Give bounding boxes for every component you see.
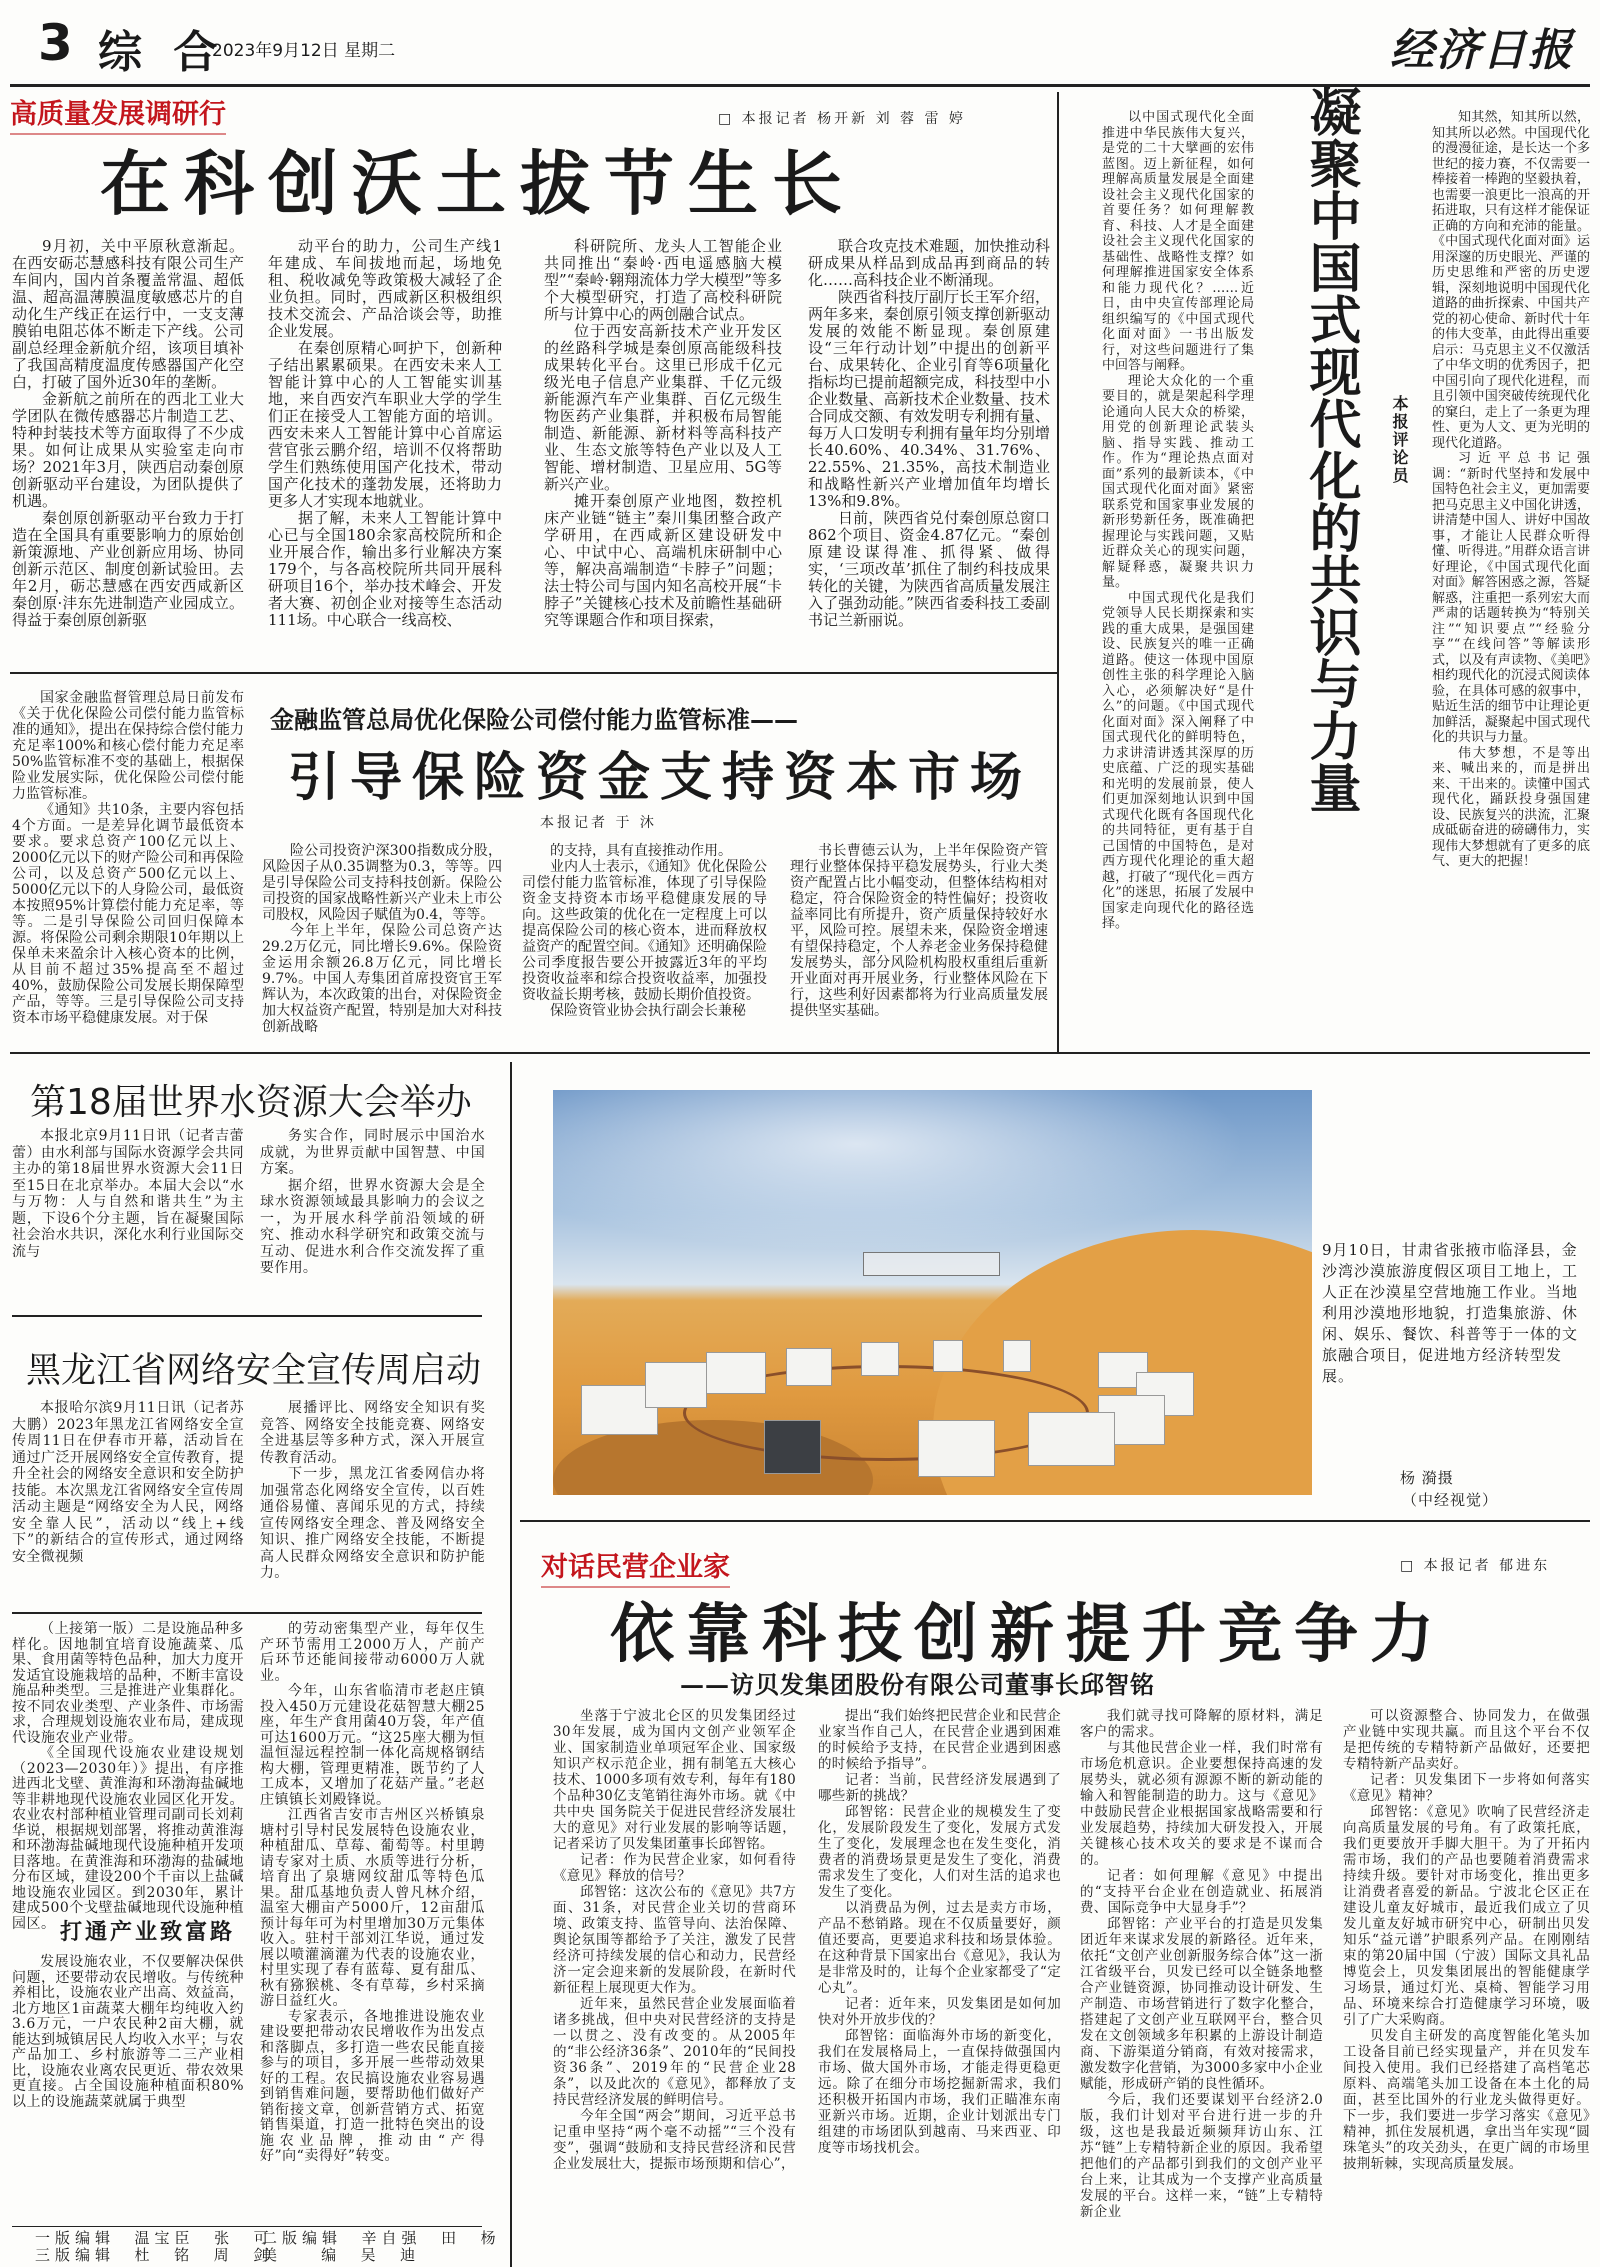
commentary-title: 凝聚中国式现代化的共识与力量 xyxy=(1300,85,1360,813)
paragraph: 在秦创原精心呵护下，创新种子结出累累硕果。在西安未来人工智能计算中心的人工智能实训基地，来自西安汽车职业大学的学生们正在接受人工智能方面的培训。西安未来人工智能计算中心首席运营官张云鹏介绍，培训不仅将帮助学生们熟练使用国产化技术，带动国产化技术的蓬勃发展，还将助力更多人才实现本地就业。 xyxy=(268,339,502,510)
paragraph: 中国式现代化是我们党领导人民长期探索和实践的重大成果，是强国建设、民族复兴的唯一正确道路。使这一体现中国原创性主张的科学理论入脑入心，必须解决好“是什么”的问题。《中国式现代化面对面》深入阐释了中国式现代化的鲜明特色，力求讲清讲透其深厚的历史底蕴、广泛的现实基础和光明的发展前景，使人们更加深刻地认识到中国式现代化既有各国现代化的共同特征，更有基于自己国情的中国特色，是对西方现代化理论的重大超越，打破了“现代化＝西方化”的迷思，拓展了发展中国家走向现代化的路径选择。 xyxy=(1102,590,1254,931)
section-kicker: 对话民营企业家 xyxy=(541,1545,730,1588)
editor-line: 一版编辑 温宝臣 张 可 xyxy=(35,2229,274,2247)
article-subhead: 打通产业致富路 xyxy=(60,1919,236,1945)
paragraph: 习近平总书记强调：“新时代坚持和发展中国特色社会主义，更加需要把马克思主义中国化讲透，讲清楚中国人、讲好中国故事，才能让人民群众听得懂、听得进。”用群众语言讲好理论，《中国式现代化面对面》解答困惑之源，答疑解惑，注重把一系列宏大而严肃的话题转换为“特别关注”“知识要点”“经验分享”“在线问答”等解读形式，以及有声读物、《美吧》相约现代化的沉浸式阅读体验，在具体可感的叙事中，贴近生活的细节中让理论更加鲜活，凝聚起中国式现代化的共识与力量。 xyxy=(1432,451,1590,745)
masthead-logo: 经济日报 xyxy=(1390,25,1574,76)
photo-caption: 9月10日，甘肃省张掖市临泽县，金沙湾沙漠旅游度假区项目工地上，工人正在沙漠星空营地施工作业。当地利用沙漠地形地貌，打造集旅游、休闲、娱乐、餐饮、科普等于一体的文旅融合项目，促进地方经济转型发展。 xyxy=(1322,1241,1579,1385)
section-kicker: 高质量发展调研行 xyxy=(10,92,226,135)
paragraph: 科研院所、龙头人工智能企业共同推出“秦岭·西电遥感脑大模型”“秦岭·翱翔流体力学大模型”等多个大模型研究，打造了高校科研院所与计算中心的两创融合试点。 xyxy=(544,237,782,323)
paragraph: 的劳动密集型产业，每年仅生产环节需用工2000万人，产前产后环节还能间接带动6000万人就业。 xyxy=(260,1621,485,1684)
paragraph: 《全国现代设施农业建设规划（2023—2030年）》提出，有序推进西北戈壁、黄淮海和环渤海盐碱地等非耕地现代设施农业园区化开发。农业农村部种植业管理司副司长刘莉华说，根据规划部署，将推动黄淮海和环渤海盐碱地现代设施种植开发项目落地。在黄淮海和环渤海的盐碱地分布区域，建设200个千亩以上盐碱地设施农业园区。到2030年，累计建成500个戈壁盐碱地现代设施种植园区。 xyxy=(12,1745,244,1932)
article-column xyxy=(268,238,502,629)
paragraph: 以中国式现代化全面推进中华民族伟大复兴，是党的二十大擘画的宏伟蓝图。迈上新征程，如何理解高质量发展是全面建设社会主义现代化国家的首要任务？如何理解教育、科技、人才是全面建设社会主义现代化国家的基础性、战略性支撑？如何理解推进国家安全体系和能力现代化？……近日，由中央宣传部理论局组织编写的《中国式现代化面对面》一书出版发行，对这些问题进行了集中回答与阐释。 xyxy=(1102,110,1254,373)
column-divider xyxy=(1057,92,1059,1052)
paragraph: 日前，陕西省兑付秦创原总窗口862个项目、资金4.87亿元。“秦创原建设谋得准、抓得紧、做得实，‘三项改革’抓住了制约科技成果转化的关键，为陕西省高质量发展注入了强劲动能。”陕西省委科技工委副书记兰新丽说。 xyxy=(808,509,1050,629)
headline: 在科创沃土拔节生长 xyxy=(100,143,856,225)
article-column xyxy=(260,1400,485,1582)
issue-date: 2023年9月12日 星期二 xyxy=(212,41,396,61)
paragraph: 展播评比、网络安全知识有奖竞答、网络安全技能竞赛、网络安全进基层等多种方式，深入开展宣传教育活动。 xyxy=(260,1400,485,1466)
paragraph: 邱智铭：面临海外市场的新变化，我们在发展格局上，一直保持做强国内市场、做大国外市场，才能走得更稳更远。除了在细分市场挖掘新需求，我们还积极开拓国内市场，我们正瞄准东南亚新兴市场。近期，企业计划派出专门组建的市场团队到越南、马来西亚、印度等市场找机会。 xyxy=(818,2028,1061,2156)
article-column xyxy=(260,1622,485,2165)
paragraph: 9月初，关中平原秋意渐起。在西安砺芯慧感科技有限公司生产车间内，国内首条覆盖常温、超低温、超高温薄膜温度敏感芯片的自动化生产线正在运行中，一支支薄膜铂电阻芯体不断走下产线。公司副总经理金新航介绍，该项目填补了我国高精度温度传感器国产化空白，打破了国外近30年的垄断。 xyxy=(12,237,244,391)
article-byline: □ 本报记者 郁进东 xyxy=(1400,1558,1551,1574)
paragraph: （上接第一版）二是设施品种多样化。因地制宜培育设施蔬菜、瓜果、食用菌等特色品种，加大力度开发适宜设施栽培的品种，不断丰富设施品种类型。三是推进产业集群化。按不同农业类型、产业条件、市场需求，合理规划设施农业布局，建成现代设施农业产业带。 xyxy=(12,1621,244,1746)
paragraph: 可以资源整合、协同发力，在做强产业链中实现共赢。而且这个平台不仅是把传统的专精特新产品做好，还要把专精特新产品卖好。 xyxy=(1343,1708,1590,1772)
article-column xyxy=(12,1400,244,1565)
headline: 依靠科技创新提升竞争力 xyxy=(610,1598,1446,1672)
editors-rule xyxy=(12,2226,482,2227)
section-rule xyxy=(520,1520,1590,1522)
paragraph: 以消费品为例，过去是卖方市场，产品不愁销路。现在不仅质量要好，颜值还要高，更要追求科技和场景体验。在这种背景下国家出台《意见》，我认为是非常及时的，让每个企业家都受了“定心丸”。 xyxy=(818,1900,1061,1996)
paragraph: 发展设施农业，不仅要解决保供问题，还要带动农民增收。与传统种养相比，设施农业产出高、效益高，北方地区1亩蔬菜大棚年均纯收入约3.6万元，一户农民种2亩大棚，就能达到城镇居民人均收入水平；与农产品加工、乡村旅游等二三产业相比，设施农业离农民更近、带农效果更直接。占全国设施种植面积80%以上的设施蔬菜就属于典型 xyxy=(12,1954,244,2110)
paragraph: 国家金融监督管理总局日前发布《关于优化保险公司偿付能力监管标准的通知》，提出在保持综合偿付能力充足率100%和核心偿付能力充足率50%监管标准不变的基础上，根据保险业发展实际，优化保险公司偿付能力监管标准。 xyxy=(12,690,244,802)
column-divider xyxy=(510,1062,512,2267)
paragraph: 提出“我们始终把民营企业和民营企业家当作自己人，在民营企业遇到困难的时候给予支持，在民营企业遇到困惑的时候给予指导”。 xyxy=(818,1708,1061,1772)
paragraph: 邱智铭：《意见》吹响了民营经济走向高质量发展的号角。有了政策托底，我们更要放开手脚大胆干。为了开拓内需市场，我们的产品也要随着消费需求持续升级。要针对市场变化，推出更多让消费者喜爱的新品。宁波北仑区正在建设儿童友好城市，最近我们成立了贝发儿童友好城市研究中心，研制出贝发知乐“益元谱”护眼系列产品。在刚刚结束的第20届中国（宁波）国际文具礼品博览会上，贝发集团展出的智能健康学习场景，通过灯光、桌椅、智能学习用品、环境来综合打造健康学习环境，吸引了广大采购商。 xyxy=(1343,1804,1590,2028)
paragraph: 坐落于宁波北仑区的贝发集团经过30年发展，成为国内文创产业领军企业、国家制造业单项冠军企业、国家级知识产权示范企业，拥有制笔五大核心技术、1000多项有效专利，每年有180个品种30亿支笔销往海外市场。就《中共中央 国务院关于促进民营经济发展壮大的意见》对行业发展的影响等话题，记者采访了贝发集团董事长邱智铭。 xyxy=(553,1708,796,1852)
desert-camp-photo xyxy=(553,1090,1312,1495)
paragraph: 我们就寻找可降解的原材料，满足客户的需求。 xyxy=(1080,1708,1323,1740)
editor-line: 美 编 吴 迪 xyxy=(262,2246,421,2264)
paragraph: 记者：作为民营企业家，如何看待《意见》释放的信号？ xyxy=(553,1852,796,1884)
photo-source: （中经视觉） xyxy=(1402,1491,1499,1509)
commentary-column xyxy=(1432,110,1590,870)
paragraph: 业内人士表示，《通知》优化保险公司偿付能力监管标准，体现了引导保险资金支持资本市场平稳健康发展的导向。这些政策的优化在一定程度上可以提高保险公司的核心资本，进而释放权益资产的配置空间。《通知》还明确保险公司季度报告要公开披露近3年的平均投资收益率和综合投资收益率，加强投资收益长期考核，鼓励长期价值投资。 xyxy=(522,859,767,1003)
paragraph: 本报哈尔滨9月11日讯（记者苏大鹏）2023年黑龙江省网络安全宣传周11日在伊春市开幕，活动旨在通过广泛开展网络安全宣传教育，提升全社会的网络安全意识和安全防护技能。本次黑龙江省网络安全宣传周活动主题是“网络安全为人民，网络安全靠人民”，活动以“线上+线下”的新结合的宣传形式，通过网络安全微视频 xyxy=(12,1400,244,1565)
paragraph: 书长曹德云认为，上半年保险资产管理行业整体保持平稳发展势头，行业大类资产配置占比小幅变动，但整体结构相对稳定，符合保险资金的特性偏好；投资收益率同比有所提升，资产质量保持较好水平，风险可控。展望未来，保险资金增速有望保持稳定，个人养老金业务保持稳健发展势头，部分风险机构股权重组后重新开业面对再开展业务，行业整体风险在下行，这些利好因素都将为行业高质量发展提供坚实基础。 xyxy=(790,843,1048,1019)
paragraph: 务实合作，同时展示中国治水成就，为世界贡献中国智慧、中国方案。 xyxy=(260,1128,485,1177)
paragraph: 今年，山东省临清市老赵庄镇投入450万元建设花菇智慧大棚25座，年生产食用菌40万袋，年产值可达1600万元。“这25座大棚为恒温恒湿远程控制一体化高规格钢结构大棚，管理更精准，既节约了人工成本，又增加了花菇产量。”老赵庄镇镇长刘殿锋说。 xyxy=(260,1683,485,1808)
article-column xyxy=(790,843,1048,1019)
editors-credit xyxy=(35,2230,274,2264)
paragraph: 江西省吉安市吉州区兴桥镇泉塘村引导村民发展特色设施农业，种植甜瓜、草莓、葡萄等。村里聘请专家对土质、水质等进行分析，培育出了泉塘网纹甜瓜等特色瓜果。甜瓜基地负责人曾凡林介绍，温室大棚亩产5000斤，12亩甜瓜预计每年可为村里增加30万元集体收入。驻村干部刘江华说，通过发展以喷灌滴灌为代表的设施农业，村里实现了春有蓝莓、夏有甜瓜、秋有猕猴桃、冬有草莓，乡村采摘游日益红火。 xyxy=(260,1807,485,2009)
paragraph: 今后，我们还要谋划平台经济2.0版，我们计划对平台进行进一步的升级，这也是我最近频频拜访山东、江苏“链”上专精特新企业的原因。我希望把他们的产品都引到我们的文创产业平台上来，让其成为一个支撑产业高质量发展的平台。这样一来，“链”上专精特新企业 xyxy=(1080,2092,1323,2220)
paragraph: 记者：贝发集团下一步将如何落实《意见》精神？ xyxy=(1343,1772,1590,1804)
section-rule xyxy=(12,1612,482,1614)
paragraph: 动平台的助力，公司生产线1年建成、车间拔地而起，场地免租、税收减免等政策极大减轻了企业负担。同时，西咸新区积极组织技术交流会、产品洽谈会等，助推企业发展。 xyxy=(268,237,502,340)
commentary-column xyxy=(1102,110,1254,932)
paragraph: 本报北京9月11日讯（记者吉蕾蕾）由水利部与国际水资源学会共同主办的第18届世界水资源大会11日至15日在北京举办。本届大会以“水与万物：人与自然和谐共生”为主题，下设6个分主题，旨在凝聚国际社会治水共识，深化水利行业国际交流与 xyxy=(12,1128,244,1260)
paragraph: 邱智铭：民营企业的规模发生了变化，发展阶段发生了变化，发展方式发生了变化，发展理念也在发生变化，消费者的消费场景更是发生了变化，消费需求发生了变化，人们对生活的追求也发生了变化。 xyxy=(818,1804,1061,1900)
section-name: 综 合 xyxy=(98,27,226,78)
article-byline: 本报记者 于 沐 xyxy=(540,815,657,831)
section-rule xyxy=(10,672,1057,674)
paragraph: 近年来，虽然民营企业发展面临着诸多挑战，但中央对民营经济的支持是一以贯之、没有改变的。从2005年的“非公经济36条”、2010年的“民间投资36条”、2019年的“民营企业28条”，以及此次的《意见》，都释放了支持民营经济发展的鲜明信号。 xyxy=(553,1996,796,2108)
article-column xyxy=(12,1128,244,1260)
editors-credit xyxy=(262,2230,501,2264)
article-column xyxy=(12,690,244,1026)
section-rule xyxy=(10,1052,1590,1054)
section-rule xyxy=(12,1315,482,1317)
photo-credit: 杨 漪摄 xyxy=(1400,1469,1454,1487)
article-column xyxy=(262,843,502,1035)
paragraph: 金新航之前所在的西北工业大学团队在微传感器芯片制造工艺、特种封装技术等方面取得了不少成果。如何让成果从实验室走向市场？2021年3月，陕西启动秦创原创新驱动平台建设，为团队提供了机遇。 xyxy=(12,390,244,510)
headline: 黑龙江省网络安全宣传周启动 xyxy=(26,1351,482,1391)
paragraph: 据介绍，世界水资源大会是全球水资源领域最具影响力的会议之一，为开展水科学前沿领域的研究、推动水科学研究和政策交流与互动、促进水利合作交流发挥了重要作用。 xyxy=(260,1177,485,1276)
article-column xyxy=(522,843,767,1019)
paragraph: 贝发自主研发的高度智能化笔头加工设备目前已经实现量产，并在贝发车间投入使用。我们已经搭建了高档笔芯原料、高端笔头加工设备在本土化的局面，甚至比国外的行业龙头做得更好。下一步，我们要进一步学习落实《意见》精神，抓住发展机遇，拿出当年实现“圆珠笔头”的攻关劲头，在更广阔的市场里披荆斩棘，实现高质量发展。 xyxy=(1343,2028,1590,2172)
editor-line: 三版编辑 杜 铭 周 剑 xyxy=(35,2246,274,2264)
paragraph: 知其然，知其所以然，知其所以必然。中国现代化的漫漫征途，是长达一个多世纪的接力赛，不仅需要一棒接着一棒跑的坚毅执着，也需要一浪更比一浪高的开拓进取，只有这样才能保证正确的方向和充沛的能量。《中国式现代化面对面》运用深邃的历史眼光、严谨的历史思维和严密的历史逻辑，深刻地说明中国现代化道路的曲折探索、中国共产党的初心使命、新时代十年的伟大变革，由此得出重要启示：马克思主义不仅激活了中华文明的优秀因子，把中国引向了现代化进程，而且引领中国突破传统现代化的窠臼，走上了一条更为理性、更为人文、更为光明的现代化道路。 xyxy=(1432,110,1590,451)
paragraph: 记者：当前，民营经济发展遇到了哪些新的挑战？ xyxy=(818,1772,1061,1804)
article-column xyxy=(1080,1708,1323,2220)
paragraph: 保险资管业协会执行副会长兼秘 xyxy=(550,1003,746,1019)
paragraph: 联合攻克技术难题，加快推动科研成果从样品到成品再到商品的转化……高科技企业不断涌现。 xyxy=(808,237,1050,289)
article-column xyxy=(553,1708,796,2172)
article-column xyxy=(818,1708,1061,2156)
article-column xyxy=(808,238,1050,629)
article-column xyxy=(12,1955,244,2110)
article-byline: □ 本报记者 杨开新 刘 蓉 雷 婷 xyxy=(718,111,966,127)
headline: 第18届世界水资源大会举办 xyxy=(30,1082,472,1123)
paragraph: 记者：近年来，贝发集团是如何加快对外开放步伐的？ xyxy=(818,1996,1061,2028)
article-subtitle: ——访贝发集团股份有限公司董事长邱智铭 xyxy=(680,1670,1155,1699)
headline-kicker: 金融监管总局优化保险公司偿付能力监管标准—— xyxy=(270,706,798,734)
paragraph: 据了解，未来人工智能计算中心已与全国180余家高校院所和企业开展合作，输出多行业解决方案179个，与各高校院所共同开展科研项目16个，举办技术峰会、开发者大赛、初创企业对接等生态活动111场。中心联合一线高校、 xyxy=(268,509,502,629)
paragraph: 今年全国“两会”期间，习近平总书记重申坚持“两个毫不动摇”“三个没有变”，强调“鼓励和支持民营经济和民营企业发展壮大，提振市场预期和信心”， xyxy=(553,2108,796,2172)
paragraph: 下一步，黑龙江省委网信办将加强常态化网络安全宣传，以百姓通俗易懂、喜闻乐见的方式，持续宣传网络安全理念、普及网络安全知识、推广网络安全技能，不断提高人民群众网络安全意识和防护能力。 xyxy=(260,1466,485,1581)
page-number: 3 xyxy=(38,14,73,72)
paragraph: 《通知》共10条，主要内容包括4个方面。一是差异化调节最低资本要求。要求总资产100亿元以上、2000亿元以下的财产险公司和再保险公司，以及总资产500亿元以上、5000亿元以下的人身险公司，最低资本按照95%计算偿付能力充足率，等等。二是引导保险公司回归保障本源。将保险公司剩余期限10年期以上保单未来盈余计入核心资本的比例，从目前不超过35%提高至不超过40%，鼓励保险公司发展长期保障型产品，等等。三是引导保险公司支持资本市场平稳健康发展。对于保 xyxy=(12,802,244,1026)
paragraph: 记者：如何理解《意见》中提出的“支持平台企业在创造就业、拓展消费、国际竞争中大显身手”？ xyxy=(1080,1868,1323,1916)
paragraph: 专家表示，各地推进设施农业建设要把带动农民增收作为出发点和落脚点，多打造一些农民能直接参与的项目，多开展一些带动效果好的工程。农民搞设施农业容易遇到销售难问题，要帮助他们做好产销衔接文章，创新营销方式、拓宽销售渠道，打造一批特色突出的设施农业品牌，推动由“产得好”向“卖得好”转变。 xyxy=(260,2008,485,2164)
paragraph: 邱智铭：这次公布的《意见》共7方面、31条，对民营企业关切的营商环境、政策支持、监管导向、法治保障、舆论氛围等都给予了关注，激发了民营经济可持续发展的信心和动力，民营经济一定会迎来新的发展阶段，在新时代新征程上展现更大作为。 xyxy=(553,1884,796,1996)
paragraph: 与其他民营企业一样，我们时常有市场危机意识。企业要想保持高速的发展势头，就必须有源源不断的新动能的输入和智能制造的助力。这与《意见》中鼓励民营企业根据国家战略需要和行业发展趋势，持续加大研发投入，开展关键核心技术攻关的要求是不谋而合的。 xyxy=(1080,1740,1323,1868)
paragraph: 理论大众化的一个重要目的，就是架起科学理论通向人民大众的桥梁，用党的创新理论武装头脑、指导实践、推动工作。作为“理论热点面对面”系列的最新读本，《中国式现代化面对面》紧密联系党和国家事业发展的新形势新任务，既准确把握理论与实践问题，又贴近群众关心的现实问题，解疑释惑，凝聚共识力量。 xyxy=(1102,373,1254,590)
paragraph: 今年上半年，保险公司总资产达29.2万亿元，同比增长9.6%。保险资金运用余额26.8万亿元，同比增长9.7%。中国人寿集团首席投资官王军辉认为，本次政策的出台，对保险资金加大权益资产配置，特别是加大对科技创新战略 xyxy=(262,923,502,1035)
commentary-byline: 本报评论员 xyxy=(1390,395,1409,485)
paragraph: 位于西安高新技术产业开发区的丝路科学城是秦创原高能级科技成果转化平台。这里已形成千亿元级光电子信息产业集群、千亿元级新能源汽车产业集群、百亿元级生物医药产业集群，并积极布局智能制造、新能源、新材料等高科技产业、生态文旅等特色产业以及人工智能、增材制造、卫星应用、5G等新兴产业。 xyxy=(544,322,782,493)
paragraph: 的支持，具有直接推动作用。 xyxy=(550,843,732,859)
headline: 引导保险资金支持资本市场 xyxy=(288,747,1033,808)
paragraph: 秦创原创新驱动平台致力于打造在全国具有重要影响力的原始创新策源地、产业创新应用场、协同创新示范区、制度创新试验田。去年2月，砺芯慧感在西安西咸新区秦创原·沣东先进制造产业园成立。得益于秦创原创新驱 xyxy=(12,509,244,629)
article-column xyxy=(1343,1708,1590,2172)
article-column xyxy=(12,1622,244,1932)
article-column xyxy=(12,238,244,629)
article-column xyxy=(544,238,782,629)
paragraph: 险公司投资沪深300指数成分股，风险因子从0.35调整为0.3，等等。四是引导保险公司支持科技创新。保险公司投资的国家战略性新兴产业未上市公司股权，风险因子赋值为0.4，等等。 xyxy=(262,843,502,923)
editor-line: 二版编辑 辛自强 田 杨 xyxy=(262,2229,501,2247)
paragraph: 伟大梦想，不是等出来、喊出来的，而是拼出来、干出来的。读懂中国式现代化，踊跃投身强国建设、民族复兴的洪流，汇聚成砥砺奋进的磅礴伟力，实现伟大梦想就有了更多的底气、更大的把握！ xyxy=(1432,745,1590,869)
paragraph: 陕西省科技厅副厅长王军介绍，两年多来，秦创原引领支撑创新驱动发展的效能不断显现。秦创原建设“三年行动计划”中提出的创新平台、成果转化、企业引育等6项量化指标均已提前超额完成，科技型中小企业数量、高新技术企业数量、技术合同成交额、有效发明专利拥有量、每万人口发明专利拥有量年均分别增长40.60%、40.34%、31.76%、22.55%、21.35%，高技术制造业和战略性新兴产业增加值年均增长13%和9.8%。 xyxy=(808,288,1050,510)
paragraph: 摊开秦创原产业地图，数控机床产业链“链主”秦川集团整合政产学研用，在西咸新区建设研发中心、中试中心、高端机床研制中心等，解决高端制造“卡脖子”问题；法士特公司与国内知名高校开展“卡脖子”关键核心技术及前瞻性基础研究等课题合作和项目探索， xyxy=(544,492,782,629)
paragraph: 邱智铭：产业平台的打造是贝发集团近年来谋求发展的新路径。近年来，依托“文创产业创新服务综合体”这一浙江省级平台，贝发已经可以全链条地整合产业链资源，协同推动设计研发、生产制造、市场营销进行了数字化整合，搭建起了文创产业互联网平台，整合贝发在文创领域多年积累的上游设计制造商、下游渠道分销商，有效对接需求，激发数字化营销，为3000多家中小企业赋能，形成研产销的良性循环。 xyxy=(1080,1916,1323,2092)
article-column xyxy=(260,1128,485,1277)
